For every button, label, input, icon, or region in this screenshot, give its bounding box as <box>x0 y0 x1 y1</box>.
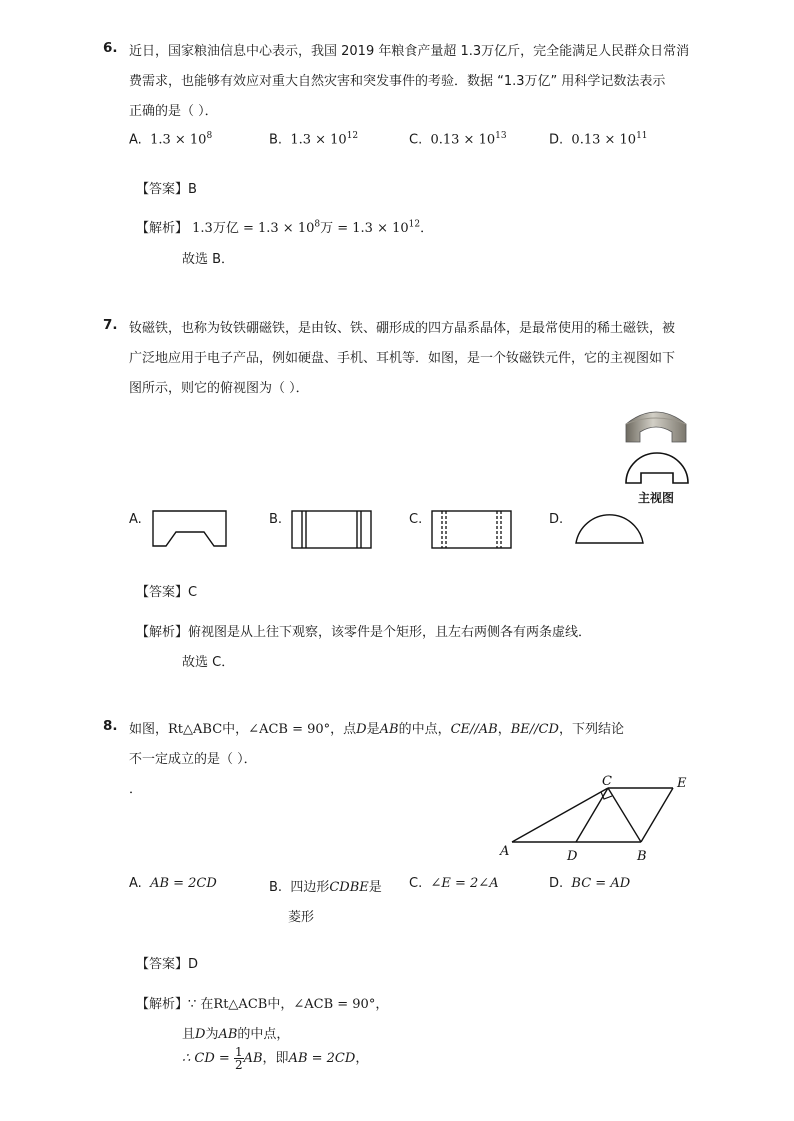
magnet-photo <box>624 404 688 448</box>
analysis-text: 俯视图是从上往下观察，该零件是个矩形，且左右两侧各有两条虚线． <box>188 625 592 640</box>
option-letter: B. <box>269 132 283 148</box>
option-exponent: 12 <box>346 131 359 141</box>
text-fragment: 中， <box>267 997 294 1012</box>
option-b-figure <box>291 510 373 550</box>
text-fragment: ， <box>355 1051 369 1066</box>
math-fragment: AB <box>243 1051 263 1066</box>
option-value: AB = 2CD <box>150 876 217 891</box>
text-fragment: ， <box>375 997 389 1012</box>
analysis-text: ． <box>420 221 434 236</box>
analysis-row <box>136 993 388 1012</box>
question-text-line: 不一定成立的是（ ）． <box>129 752 257 767</box>
option-exponent: 8 <box>206 131 213 141</box>
option-exponent: 11 <box>636 131 648 141</box>
option-d-letter: D. <box>549 512 564 527</box>
question-text-line: 正确的是（ ）． <box>129 104 218 119</box>
option-a-figure <box>152 510 228 548</box>
answer-label: 【答案】 <box>136 957 189 972</box>
triangle-figure <box>496 772 696 864</box>
math-fragment: CE//AB <box>450 722 498 737</box>
math-fragment: Rt△ACB <box>213 997 268 1012</box>
answer-value: B <box>188 182 197 197</box>
math-fragment: Rt△ABC <box>168 722 223 737</box>
answer-value: C <box>188 585 198 600</box>
answer-label: 【答案】 <box>136 182 189 197</box>
question-text-line: 钕磁铁，也称为钕铁硼磁铁，是由钕、铁、硼形成的四方晶系晶体，是最常使用的稀土磁铁，被 <box>129 321 676 336</box>
option-d <box>549 131 648 147</box>
option-a <box>129 876 217 891</box>
question-text-line <box>129 718 624 737</box>
option-value: ∠E = 2∠A <box>430 876 499 891</box>
analysis-label: 【解析】 <box>136 997 189 1012</box>
question-number: 6. <box>103 40 118 56</box>
question-text-line: 图所示，则它的俯视图为（ ）． <box>129 381 309 396</box>
math-fragment: AB = 2CD <box>288 1051 356 1066</box>
math-fragment: D <box>356 722 367 737</box>
option-d-figure <box>575 508 645 546</box>
text-fragment: 且 <box>182 1027 196 1042</box>
fraction-numerator: 1 <box>234 1045 243 1059</box>
math-fragment: D <box>195 1027 206 1042</box>
text-fragment: ， <box>497 722 511 737</box>
conclusion: 故选 B． <box>182 252 235 267</box>
text-fragment: 为 <box>205 1027 219 1042</box>
analysis-label: 【解析】 <box>136 221 189 236</box>
option-d <box>549 876 630 891</box>
front-view-figure <box>624 451 690 485</box>
label-d: D <box>567 849 578 864</box>
option-b <box>269 131 358 147</box>
option-letter: D. <box>549 132 564 148</box>
analysis-text: 1.3万亿 = 1.3 × 10 <box>192 221 315 236</box>
text-fragment: 中， <box>222 722 249 737</box>
question-text-line: 广泛地应用于电子产品，例如硬盘、手机、耳机等．如图，是一个钕磁铁元件，它的主视图如下 <box>129 351 676 366</box>
front-view-label: 主视图 <box>638 491 675 505</box>
text-fragment: 的中点， <box>237 1027 290 1042</box>
math-fragment: ∴ CD = <box>182 1051 230 1066</box>
math-fragment: ∠ACB = 90° <box>293 997 376 1012</box>
option-c <box>409 131 507 147</box>
option-letter: B. <box>269 880 283 895</box>
question-text-line: 近日，国家粮油信息中心表示，我国 2019 年粮食产量超 1.3万亿斤，完全能满足人民群众日常消 <box>129 44 690 59</box>
option-c-figure <box>431 510 513 550</box>
text-fragment: ，即 <box>262 1051 289 1066</box>
text-fragment: 的中点， <box>398 722 451 737</box>
option-letter: C. <box>409 876 423 891</box>
option-c-letter: C. <box>409 512 423 527</box>
option-b-continued: 菱形 <box>288 910 315 925</box>
label-a: A <box>500 844 510 859</box>
fraction <box>234 1046 244 1071</box>
question-number: 7. <box>103 317 118 333</box>
option-value: BC = AD <box>571 876 631 891</box>
math-fragment: AB <box>218 1027 238 1042</box>
option-value: CDBE <box>329 880 369 895</box>
analysis-line <box>182 1023 289 1042</box>
option-value: 1.3 × 10 <box>150 132 207 148</box>
analysis-text: 万 = 1.3 × 10 <box>320 221 409 236</box>
label-c: C <box>602 774 612 789</box>
answer-row <box>136 178 197 197</box>
analysis-row <box>136 621 591 640</box>
answer-value: D <box>188 957 199 972</box>
question-number: 8. <box>103 718 118 734</box>
analysis-row <box>136 217 433 236</box>
text-fragment: ，点 <box>330 722 357 737</box>
text-fragment: ，下列结论 <box>558 722 624 737</box>
option-c <box>409 876 499 891</box>
option-letter: A. <box>129 132 142 148</box>
option-a <box>129 131 212 147</box>
text-fragment: 如图， <box>129 722 169 737</box>
option-letter: A. <box>129 876 142 891</box>
analysis-exponent: 12 <box>408 219 421 230</box>
answer-row <box>136 953 198 972</box>
answer-row <box>136 581 197 600</box>
analysis-line <box>182 1046 368 1071</box>
option-exponent: 13 <box>495 131 507 141</box>
option-value: 1.3 × 10 <box>290 132 347 148</box>
option-text: 四边形 <box>290 880 330 895</box>
option-b-letter: B. <box>269 512 283 527</box>
option-value: 0.13 × 10 <box>430 132 496 148</box>
option-a-letter: A. <box>129 512 142 527</box>
option-value: 0.13 × 10 <box>571 132 637 148</box>
math-fragment: BE//CD <box>510 722 559 737</box>
conclusion: 故选 C． <box>182 655 235 670</box>
answer-label: 【答案】 <box>136 585 189 600</box>
option-text: 是 <box>368 880 382 895</box>
question-text-line: 费需求，也能够有效应对重大自然灾害和突发事件的考验．数据 “1.3万亿” 用科学记数法表示 <box>129 74 666 89</box>
analysis-exponent: 8 <box>314 219 321 230</box>
text-fragment: 是 <box>366 722 380 737</box>
math-fragment: AB <box>379 722 399 737</box>
option-b <box>269 876 382 895</box>
label-e: E <box>677 776 687 791</box>
question-dot: ． <box>129 782 143 797</box>
math-fragment: ∠ACB = 90° <box>248 722 331 737</box>
option-letter: C. <box>409 132 423 148</box>
fraction-denominator: 2 <box>234 1058 243 1072</box>
label-b: B <box>637 849 647 864</box>
option-letter: D. <box>549 876 564 891</box>
analysis-label: 【解析】 <box>136 625 189 640</box>
text-fragment: ∵ 在 <box>188 997 214 1012</box>
